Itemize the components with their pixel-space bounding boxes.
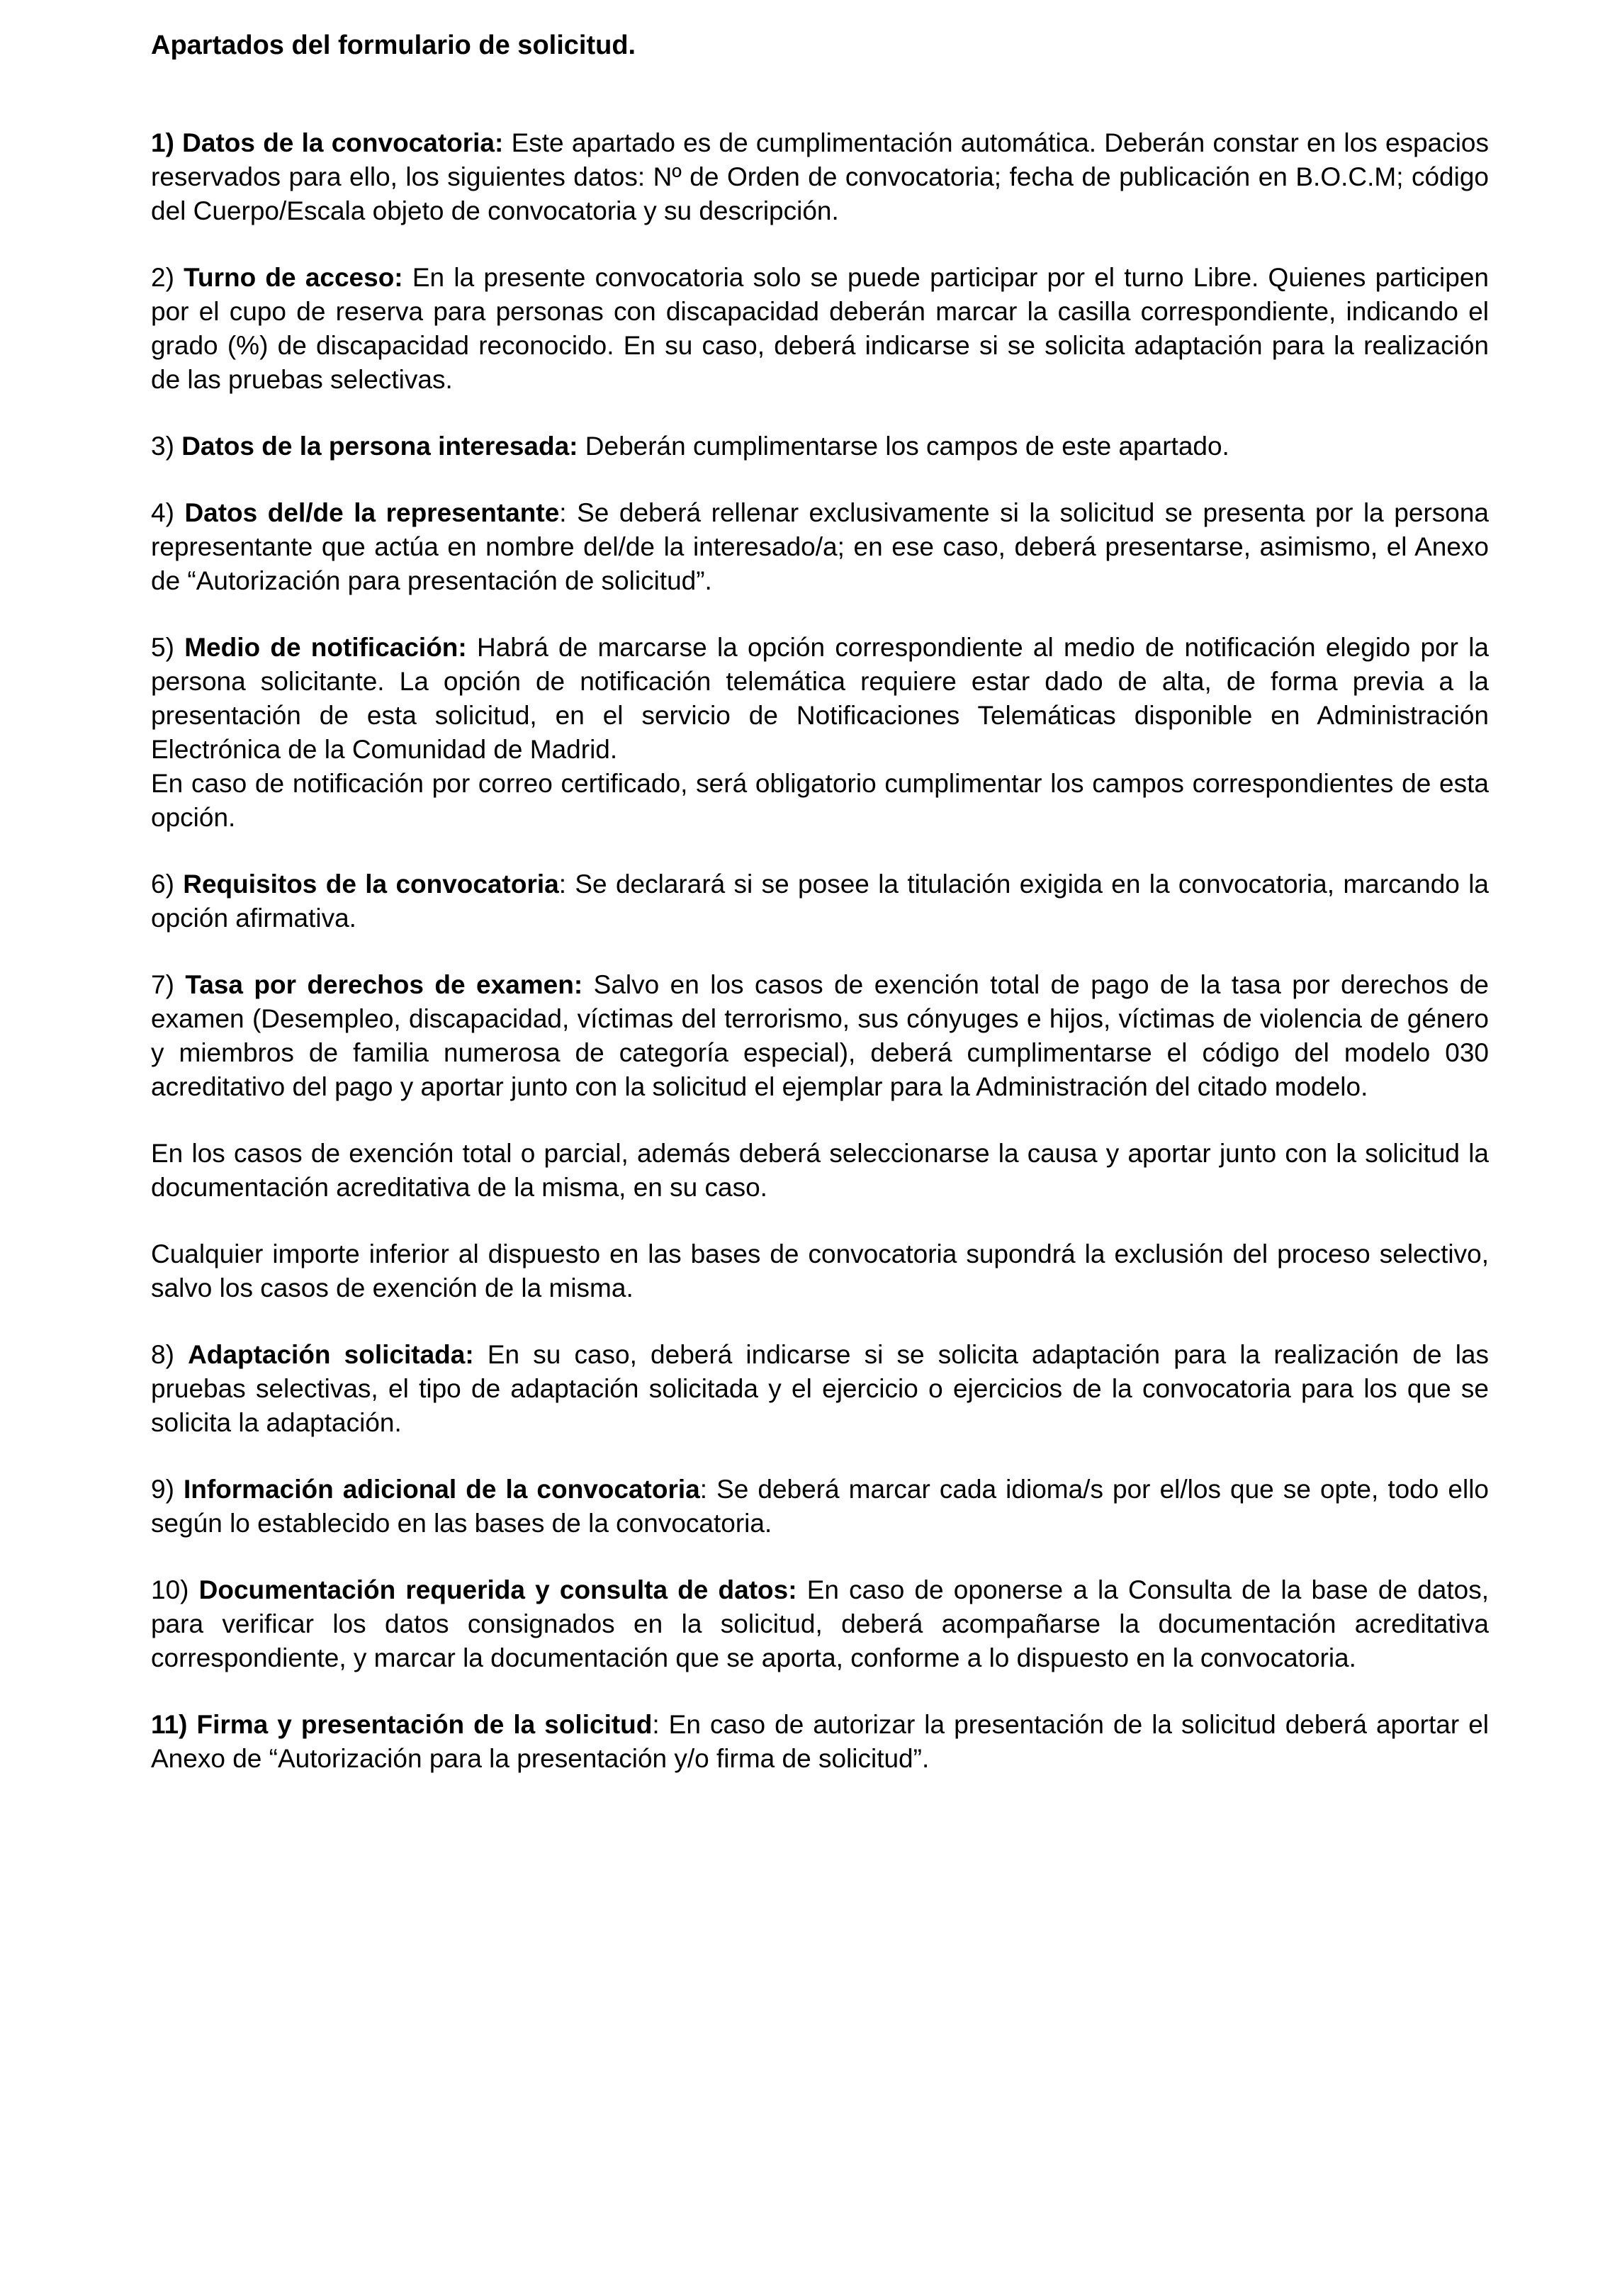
section-number: 6) [151,870,174,899]
section-8-adaptacion [151,1338,1489,1440]
section-number: 11) [151,1710,188,1739]
section-number: 8) [151,1340,174,1369]
section-number: 3) [151,432,174,461]
section-text: En caso de oponerse a la Consulta de la base de datos, para verificar los datos consignados en la solicitud, deberá acompañarse la documentación acreditativa correspondiente, y marcar la documentación que se aporta, conforme a lo dispuesto en la convocatoria. [151,1575,1489,1672]
section-2-turno-acceso [151,261,1489,397]
section-text: Este apartado es de cumplimentación automática. Deberán constar en los espacios reservados para ello, los siguientes datos: Nº de Orden de convocatoria; fecha de publicación en B.O.C.M; código del Cuerpo/Escala objeto de convocatoria y su descripción. [151,128,1489,225]
section-text: : Se declarará si se posee la titulación exigida en la convocatoria, marcando la opción afirmativa. [151,870,1489,933]
section-label: Documentación requerida y consulta de datos: [198,1575,797,1604]
section-number: 1) [151,128,174,157]
section-label: Datos de la convocatoria: [182,128,504,157]
section-label: Tasa por derechos de examen: [185,970,583,999]
section-11-firma [151,1708,1489,1776]
section-3-persona-interesada [151,429,1489,463]
section-9-informacion-adicional [151,1473,1489,1541]
importe-inferior-paragraph: Cualquier importe inferior al dispuesto en las bases de convocatoria supondrá la exclusión del proceso selectivo, salvo los casos de exención de la misma. [151,1239,1489,1302]
section-text: : Se deberá marcar cada idioma/s por el/los que se opte, todo ello según lo establecido en las bases de la convocatoria. [151,1475,1490,1538]
exencion-paragraph: En los casos de exención total o parcial, además deberá seleccionarse la causa y aportar junto con la solicitud la documentación acreditativa de la misma, en su caso. [151,1139,1489,1202]
section-label: Firma y presentación de la solicitud [196,1710,653,1739]
section-5-medio-notificacion [151,631,1489,767]
section-number: 2) [151,263,174,292]
section-number: 5) [151,633,174,662]
section-label: Datos del/de la representante [184,498,560,527]
section-number: 9) [151,1475,174,1504]
document-title: Apartados del formulario de solicitud. [151,30,636,60]
section-text: Deberán cumplimentarse los campos de este apartado. [578,432,1229,461]
section-label: Requisitos de la convocatoria [183,870,559,899]
section-label: Adaptación solicitada: [188,1340,474,1369]
section-text: : En caso de autorizar la presentación de la solicitud deberá aportar el Anexo de “Autorización para la presentación y/o firma de solicitud”. [151,1710,1489,1773]
section-5-extra-paragraph: En caso de notificación por correo certificado, será obligatorio cumplimentar los campos correspondientes de esta opción. [151,769,1489,832]
section-text: Habrá de marcarse la opción correspondiente al medio de notificación elegido por la persona solicitante. La opción de notificación telemática requiere estar dado de alta, de forma previa a la presentación de esta solicitud, en el servicio de Notificaciones Telemáticas disponible en Administración Electrónica de la Comunidad de Madrid. [151,633,1490,764]
section-number: 7) [151,970,174,999]
section-6-requisitos [151,867,1489,935]
section-10-documentacion [151,1573,1489,1675]
section-label: Información adicional de la convocatoria [183,1475,700,1504]
section-text: En la presente convocatoria solo se puede participar por el turno Libre. Quienes participen por el cupo de reserva para personas con discapacidad deberán marcar la casilla correspondiente, indicando el grado (%) de discapacidad reconocido. En su caso, deberá indicarse si se solicita adaptación para la realización de las pruebas selectivas. [151,263,1490,394]
document-page [151,28,1489,1808]
section-text: Salvo en los casos de exención total de pago de la tasa por derechos de examen (Desempleo, discapacidad, víctimas del terrorismo, sus cónyuges e hijos, víctimas de violencia de género y miembros de familia numerosa de categoría especial), deberá cumplimentarse el código del modelo 030 acreditativo del pago y aportar junto con la solicitud el ejemplar para la Administración del citado modelo. [151,970,1489,1101]
section-number: 10) [151,1575,189,1604]
section-number: 4) [151,498,174,527]
section-text: En su caso, deberá indicarse si se solicita adaptación para la realización de las pruebas selectivas, el tipo de adaptación solicitada y el ejercicio o ejercicios de la convocatoria para los que se solicita la adaptación. [151,1340,1489,1437]
section-7-tasa-examen [151,968,1489,1104]
section-4-representante [151,496,1489,598]
section-label: Medio de notificación: [184,633,467,662]
section-1-datos-convocatoria [151,126,1489,228]
section-text: : Se deberá rellenar exclusivamente si la solicitud se presenta por la persona representante que actúa en nombre del/de la interesado/a; en ese caso, deberá presentarse, asimismo, el Anexo de “Autorización para presentación de solicitud”. [151,498,1489,595]
section-label: Datos de la persona interesada: [181,432,578,461]
section-label: Turno de acceso: [184,263,403,292]
